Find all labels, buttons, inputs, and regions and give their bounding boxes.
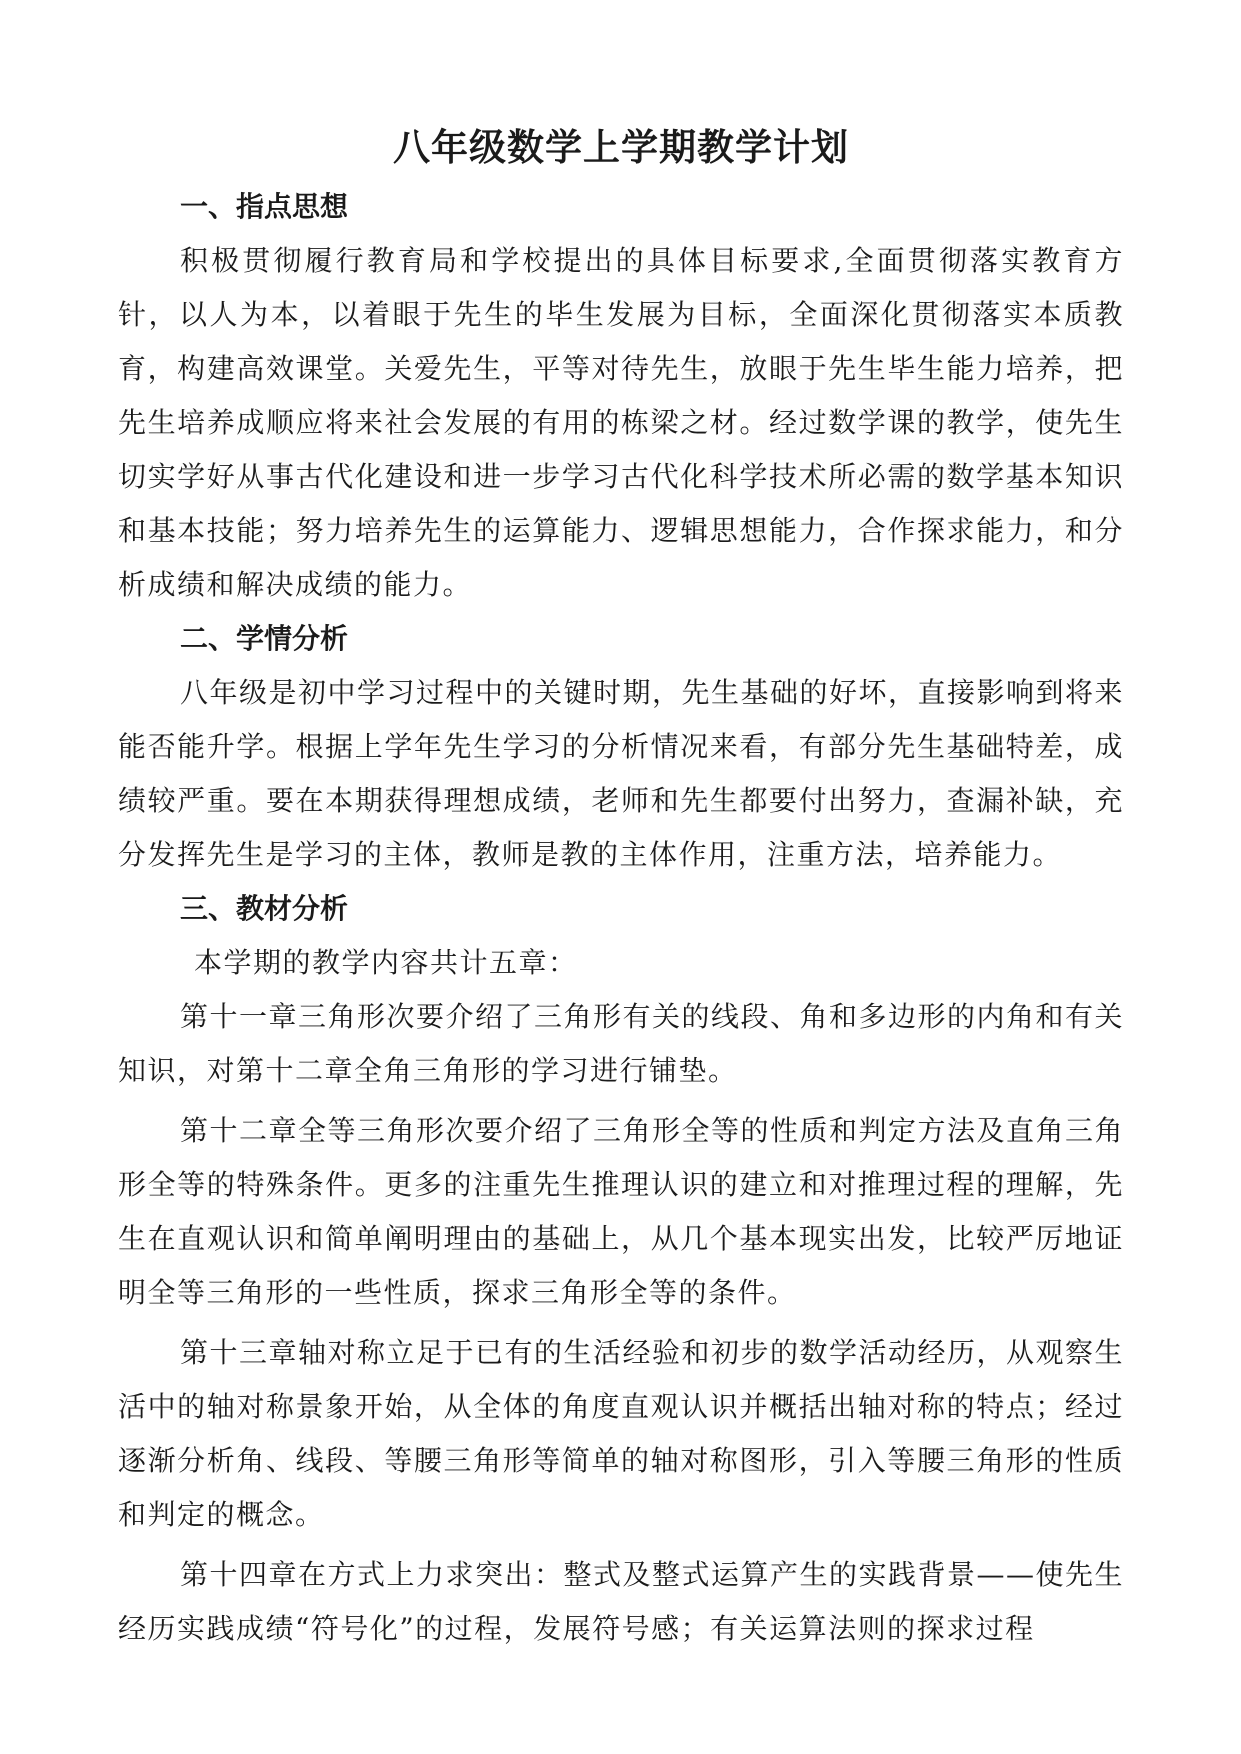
section-paragraph: 第十三章轴对称立足于已有的生活经验和初步的数学活动经历，从观察生活中的轴对称景象开始，从全体的角度直观认识并概括出轴对称的特点；经过逐渐分析角、线段、等腰三角形等简单的轴对称图形，引入等腰三角形的性质和判定的概念。 [118,1336,1124,1531]
section-paragraph: 第十一章三角形次要介绍了三角形有关的线段、角和多边形的内角和有关知识，对第十二章全角三角形的学习进行铺垫。 [118,1000,1124,1087]
section-heading-student-analysis: 二、学情分析 [180,622,349,655]
document-page [118,118,1124,1728]
document-title: 八年级数学上学期教学计划 [393,126,849,169]
section-paragraph: 第十四章在方式上力求突出：整式及整式运算产生的实践背景——使先生经历实践成绩“符号化”的过程，发展符号感；有关运算法则的探求过程 [118,1558,1124,1645]
section-intro: 本学期的教学内容共计五章： [194,946,578,979]
section-paragraph: 第十二章全等三角形次要介绍了三角形全等的性质和判定方法及直角三角形全等的特殊条件。更多的注重先生推理认识的建立和对推理过程的理解，先生在直观认识和简单阐明理由的基础上，从几个基本现实出发，比较严厉地证明全等三角形的一些性质，探求三角形全等的条件。 [118,1114,1124,1309]
section-heading-guiding-thought: 一、指点思想 [180,190,349,223]
section-heading-textbook-analysis: 三、教材分析 [180,892,349,925]
section-paragraph: 积极贯彻履行教育局和学校提出的具体目标要求,全面贯彻落实教育方针，以人为本，以着眼于先生的毕生发展为目标，全面深化贯彻落实本质教育，构建高效课堂。关爱先生，平等对待先生，放眼于先生毕生能力培养，把先生培养成顺应将来社会发展的有用的栋梁之材。经过数学课的教学，使先生切实学好从事古代化建设和进一步学习古代化科学技术所必需的数学基本知识和基本技能；努力培养先生的运算能力、逻辑思想能力，合作探求能力，和分析成绩和解决成绩的能力。 [118,244,1124,601]
section-paragraph: 八年级是初中学习过程中的关键时期，先生基础的好坏，直接影响到将来能否能升学。根据上学年先生学习的分析情况来看，有部分先生基础特差，成绩较严重。要在本期获得理想成绩，老师和先生都要付出努力，查漏补缺，充分发挥先生是学习的主体，教师是教的主体作用，注重方法，培养能力。 [118,676,1124,871]
